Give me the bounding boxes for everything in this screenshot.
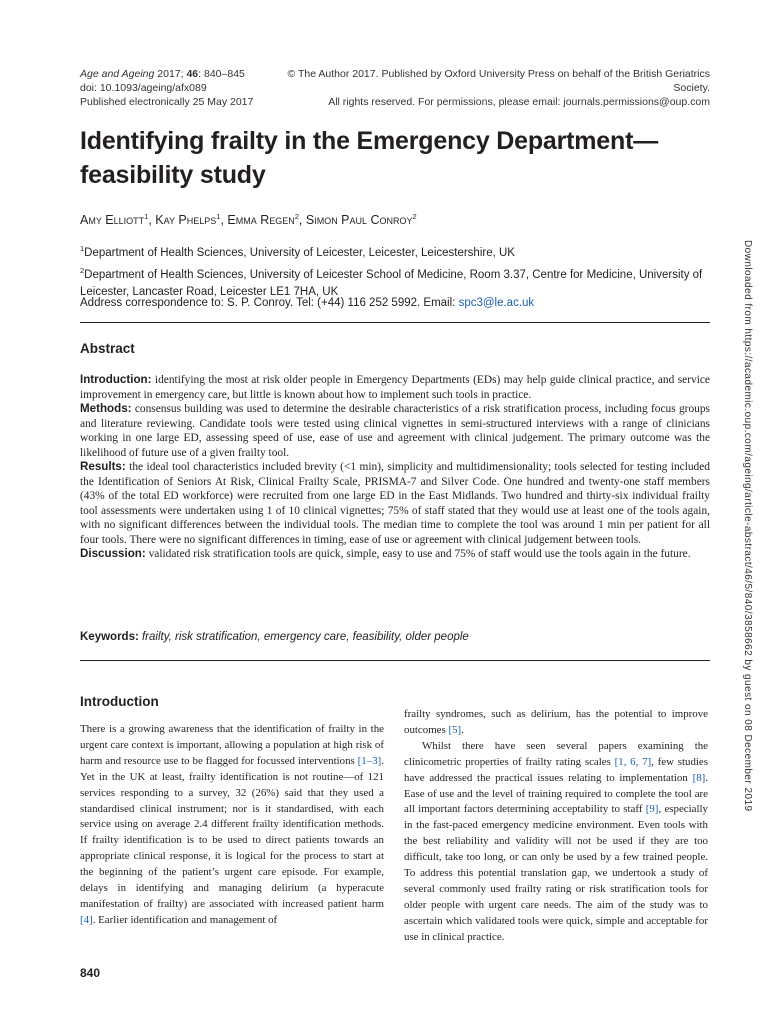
- email-link[interactable]: spc3@le.ac.uk: [458, 297, 535, 309]
- author-affiliation-mark: 2: [412, 212, 417, 221]
- abstract-body: [80, 373, 710, 562]
- author-list: [80, 209, 417, 228]
- author-affiliation-mark: 1: [144, 212, 149, 221]
- journal-pages: : 840–845: [198, 68, 245, 80]
- copyright-block: [250, 67, 710, 109]
- correspondence: [80, 295, 710, 312]
- text: There is a growing awareness that the identification of frailty in the urgent care context is important, allowing a population at high risk of harm and resource use to be flagged for focussed interventions: [80, 723, 384, 767]
- divider: [80, 322, 710, 323]
- citation-link[interactable]: [1–3]: [357, 754, 382, 767]
- affiliations: [80, 240, 710, 301]
- page-number: 840: [80, 966, 101, 980]
- left-column: [80, 722, 384, 929]
- journal-citation: [80, 67, 253, 109]
- affiliation-mark: 2: [80, 265, 85, 275]
- author-separator: ,: [298, 213, 306, 228]
- affiliation: [80, 240, 710, 262]
- text: . Earlier identification and management of: [92, 913, 278, 926]
- citation-link[interactable]: [5]: [448, 723, 462, 736]
- abstract-text: identifying the most at risk older people in Emergency Departments (EDs) may help guide clinical practice, and service improvement in emergency care, but little is known about how to implement such tools in practice.: [80, 374, 710, 401]
- abstract-label: Methods:: [80, 402, 132, 415]
- abstract-label: Introduction:: [80, 373, 152, 386]
- abstract-section: [80, 373, 710, 402]
- author-separator: ,: [220, 213, 228, 228]
- abstract-heading: Abstract: [80, 341, 135, 356]
- journal-name: Age and Ageing: [80, 68, 155, 80]
- text: . Yet in the UK at least, frailty identification is not routine—of 121 services responding to a survey, 32 (26%) said that they used a standardised clinical instrument; nor is it standardised, with each service using on average 2.4 different frailty identification methods. If frailty identification is to be used to direct patients towards an appropriate clinical response, it is logical for the process to start at the beginning of the patient’s urgent care episode. For example, delays in identifying and managing delirium (a hyperacute manifestation of frailty) are associated with increased patient harm: [80, 754, 384, 910]
- abstract-label: Results:: [80, 460, 126, 473]
- abstract-section: [80, 402, 710, 460]
- author-affiliation-mark: 1: [216, 212, 221, 221]
- author-name: Emma Regen: [227, 213, 295, 228]
- citation-link[interactable]: [1, 6, 7]: [614, 755, 652, 768]
- paragraph: [404, 707, 708, 739]
- download-watermark: Downloaded from https://academic.oup.com/ageing/article-abstract/46/5/840/3858662 by guest on 08 December 2019: [742, 240, 753, 812]
- paragraph: [404, 739, 708, 946]
- right-column: [404, 707, 708, 946]
- affiliation-text: Department of Health Sciences, University of Leicester School of Medicine, Room 3.37, Centre for Medicine, University of Leicester, Lancaster Road, Leicester LE1 7HA, UK: [80, 268, 703, 298]
- published-date: Published electronically 25 May 2017: [80, 96, 254, 108]
- affiliation-text: Department of Health Sciences, University of Leicester, Leicester, Leicestershire, UK: [84, 246, 515, 259]
- paragraph: [80, 722, 384, 929]
- author-name: Kay Phelps: [155, 213, 217, 228]
- article-title: Identifying frailty in the Emergency Department—feasibility study: [80, 127, 659, 189]
- text: . Ease of use and the level of training required to complete the tool are all important factors determining acceptability to staff: [404, 771, 708, 816]
- abstract-text: validated risk stratification tools are quick, simple, easy to use and 75% of staff would use the tools again in the future.: [145, 548, 691, 560]
- citation-link[interactable]: [8]: [692, 771, 706, 784]
- keywords: [80, 629, 710, 645]
- text: frailty syndromes, such as delirium, has the potential to improve outcomes: [404, 708, 708, 736]
- keywords-text: frailty, risk stratification, emergency care, feasibility, older people: [138, 631, 469, 643]
- copyright: © The Author 2017. Published by Oxford University Press on behalf of the British Geriatrics Society.: [287, 68, 710, 94]
- abstract-text: consensus building was used to determine the desirable characteristics of a risk stratification process, including focus groups and literature reviewing. Candidate tools were tested using clinical vignettes in semi-structured interviews with a range of clinicians working in one large ED, assessing speed of use, ease of use and agreement with clinical judgement. The primary outcome was the likelihood of future use of a given frailty tool.: [80, 403, 710, 459]
- correspondence-text: Address correspondence to: S. P. Conroy. Tel: (+44) 116 252 5992. Email:: [80, 297, 459, 309]
- journal-year: 2017;: [154, 68, 187, 80]
- doi: doi: 10.1093/ageing/afx089: [80, 82, 207, 94]
- author-name: Amy Elliott: [80, 213, 145, 228]
- rights: All rights reserved. For permissions, please email: journals.permissions@oup.com: [328, 96, 710, 108]
- text: , especially in the fast-paced emergency medicine environment. Even tools with the best reliability and validity will not be used if they are too difficult, take too long, or can only be used by a few trained people. To address this potential translation gap, we undertook a study of several commonly used frailty rating or risk stratification tools for older people with urgent care needs. The aim of the study was to ascertain which validated tools were quick, simple and acceptable for use in clinical practice.: [404, 803, 708, 943]
- abstract-text: the ideal tool characteristics included brevity (<1 min), simplicity and multidimensionality; tools selected for testing included the Identification of Seniors At Risk, Clinical Frailty Scale, PRISMA-7 and Silver Code. One hundred and twenty-one staff members (43% of the total ED workforce) were recruited from one large ED in the East Midlands. Two hundred and thirty-six individual frailty tool assessments were undertaken using 1 of 10 clinical vignettes; 75% of staff stated that they would use at least one of the tools again, with no significant differences between the individual tools. The median time to complete the tool was around 1 min per patient for all four tools. There were no significant differences in timing, ease of use or agreement with clinical judgement between tools.: [80, 461, 710, 546]
- text: Whilst there have seen several papers examining the clinicometric properties of frailty rating scales: [404, 739, 708, 768]
- abstract-section: [80, 547, 710, 562]
- journal-volume: 46: [186, 68, 199, 80]
- affiliation-mark: 1: [80, 244, 85, 253]
- citation-link[interactable]: [4]: [80, 913, 93, 926]
- abstract-section: [80, 460, 710, 547]
- author-name: Simon Paul Conroy: [305, 213, 413, 228]
- author-separator: ,: [148, 213, 156, 228]
- text: , few studies have addressed the practical issues relating to implementation: [404, 755, 708, 784]
- text: .: [461, 723, 464, 736]
- keywords-label: Keywords:: [80, 631, 139, 643]
- abstract-label: Discussion:: [80, 547, 146, 560]
- author-affiliation-mark: 2: [294, 212, 299, 221]
- citation-link[interactable]: [9]: [645, 803, 659, 816]
- introduction-heading: Introduction: [80, 694, 159, 709]
- divider: [80, 660, 710, 661]
